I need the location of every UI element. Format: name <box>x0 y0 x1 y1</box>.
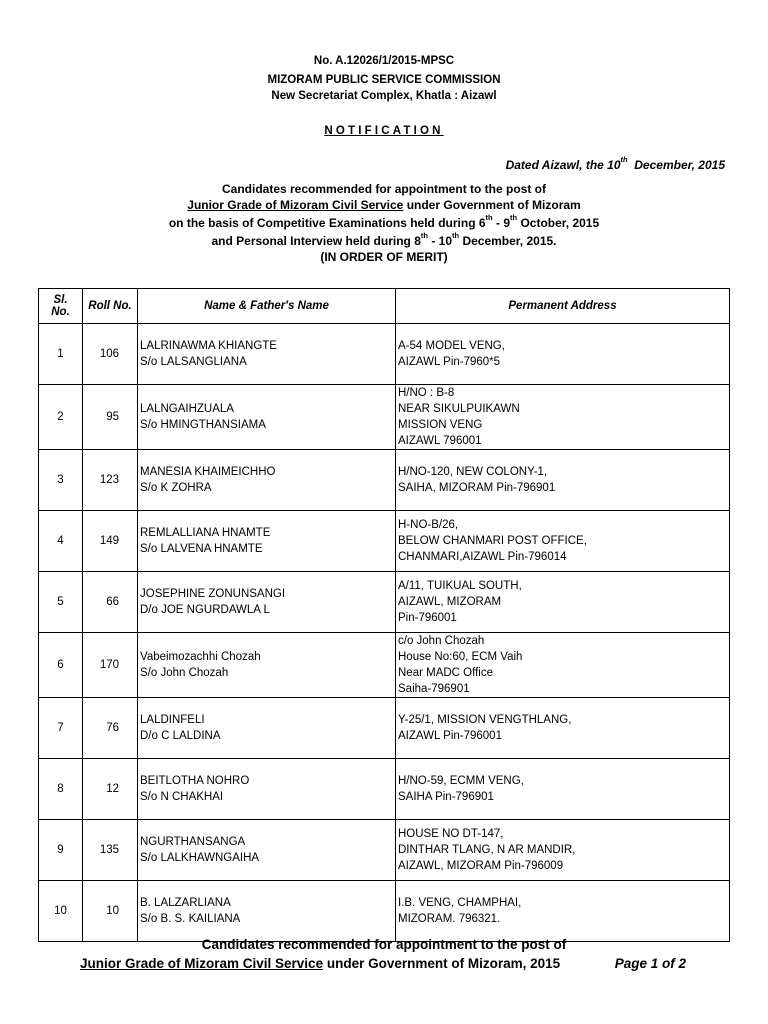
father-name: D/o JOE NGURDAWLA L <box>140 604 270 616</box>
father-name: S/o B. S. KAILIANA <box>140 913 241 925</box>
name-cell <box>138 820 396 881</box>
address-line: AIZAWL 796001 <box>398 435 482 447</box>
address-cell <box>396 324 730 385</box>
serial-number-cell: 5 <box>39 572 83 633</box>
dated-suffix: December, 2015 <box>634 158 725 172</box>
name-cell <box>138 633 396 698</box>
table-row <box>39 450 730 511</box>
header-sl-no: Sl. No. <box>39 289 83 324</box>
roll-number-cell: 123 <box>83 450 138 511</box>
address-line: HOUSE NO DT-147, <box>398 828 504 840</box>
serial-number-cell: 10 <box>39 881 83 942</box>
address-line: c/o John Chozah <box>398 635 485 647</box>
name-cell <box>138 450 396 511</box>
roll-number-cell: 66 <box>83 572 138 633</box>
name-cell <box>138 881 396 942</box>
address-line: AIZAWL Pin-796001 <box>398 730 502 742</box>
table-row <box>39 511 730 572</box>
candidate-name: LALDINFELI <box>140 714 205 726</box>
address-line: House No:60, ECM Vaih <box>398 651 523 663</box>
address-line: Pin-796001 <box>398 612 457 624</box>
table-row <box>39 820 730 881</box>
address-line: CHANMARI,AIZAWL Pin-796014 <box>398 551 567 563</box>
address-line: MISSION VENG <box>398 419 483 431</box>
roll-number-cell: 95 <box>83 385 138 450</box>
serial-number-cell: 8 <box>39 759 83 820</box>
father-name: S/o N CHAKHAI <box>140 791 224 803</box>
father-name: D/o C LALDINA <box>140 730 221 742</box>
header-roll-no: Roll No. <box>83 289 138 324</box>
roll-number-cell: 149 <box>83 511 138 572</box>
address-line: A-54 MODEL VENG, <box>398 340 505 352</box>
address-line: SAIHA, MIZORAM Pin-796901 <box>398 482 556 494</box>
serial-number-cell: 3 <box>39 450 83 511</box>
address-line: H/NO : B-8 <box>398 387 455 399</box>
candidate-name: LALNGAIHZUALA <box>140 403 234 415</box>
table-row <box>39 572 730 633</box>
address-line: H/NO-59, ECMM VENG, <box>398 775 524 787</box>
address-cell <box>396 759 730 820</box>
roll-number-cell: 12 <box>83 759 138 820</box>
candidate-name: NGURTHANSANGA <box>140 836 246 848</box>
intro-line-3-a: on the basis of Competitive Examinations held during 6 <box>168 216 486 230</box>
footer-post-title: Junior Grade of Mizoram Civil Service <box>80 956 324 971</box>
intro-line-3-sup1: th <box>485 213 493 222</box>
father-name: S/o LALVENA HNAMTE <box>140 543 263 555</box>
intro-line-2-rest: under Government of Mizoram <box>406 198 581 212</box>
address-cell <box>396 698 730 759</box>
father-name: S/o LALKHAWNGAIHA <box>140 852 260 864</box>
address-line: SAIHA Pin-796901 <box>398 791 494 803</box>
address-line: I.B. VENG, CHAMPHAI, <box>398 897 522 909</box>
intro-line-4-sup1: th <box>420 231 428 240</box>
address-line: AIZAWL Pin-7960*5 <box>398 356 501 368</box>
address-cell <box>396 450 730 511</box>
candidates-table <box>38 288 730 942</box>
header-address: Permanent Address <box>396 289 730 324</box>
serial-number-cell: 1 <box>39 324 83 385</box>
intro-line-3-sup2: th <box>510 213 518 222</box>
organization-address: New Secretariat Complex, Khatla : Aizawl <box>271 90 497 102</box>
table-row <box>39 633 730 698</box>
notification-title: NOTIFICATION <box>324 125 444 137</box>
serial-number-cell: 6 <box>39 633 83 698</box>
father-name: S/o LALSANGLIANA <box>140 356 247 368</box>
intro-line-3 <box>0 213 768 230</box>
candidate-name: LALRINAWMA KHIANGTE <box>140 340 277 352</box>
roll-number-cell: 170 <box>83 633 138 698</box>
intro-line-4-b: - 10 <box>431 234 452 248</box>
dated-line <box>505 155 725 172</box>
table-header-row <box>39 289 730 324</box>
intro-line-4-a: and Personal Interview held during 8 <box>211 234 421 248</box>
address-line: DINTHAR TLANG, N AR MANDIR, <box>398 844 576 856</box>
name-cell <box>138 511 396 572</box>
name-cell <box>138 572 396 633</box>
roll-number-cell: 10 <box>83 881 138 942</box>
footer-line-2 <box>80 956 560 971</box>
serial-number-cell: 9 <box>39 820 83 881</box>
address-cell <box>396 881 730 942</box>
candidate-name: Vabeimozachhi Chozah <box>140 651 261 663</box>
address-line: H-NO-B/26, <box>398 519 459 531</box>
footer-line-2-rest: under Government of Mizoram, 2015 <box>326 956 561 971</box>
name-cell <box>138 324 396 385</box>
candidate-name: MANESIA KHAIMEICHHO <box>140 466 276 478</box>
candidate-name: REMLALLIANA HNAMTE <box>140 527 271 539</box>
address-line: AIZAWL, MIZORAM <box>398 596 502 608</box>
candidate-name: B. LALZARLIANA <box>140 897 231 909</box>
intro-line-3-c: October, 2015 <box>520 216 600 230</box>
address-line: NEAR SIKULPUIKAWN <box>398 403 520 415</box>
address-line: H/NO-120, NEW COLONY-1, <box>398 466 548 478</box>
father-name: S/o John Chozah <box>140 667 229 679</box>
address-cell <box>396 385 730 450</box>
intro-line-4 <box>0 231 768 248</box>
intro-line-1: Candidates recommended for appointment to the post of <box>221 182 547 196</box>
header-name: Name & Father's Name <box>138 289 396 324</box>
intro-line-2 <box>0 198 768 212</box>
table-row <box>39 385 730 450</box>
table-row <box>39 324 730 385</box>
organization-name: MIZORAM PUBLIC SERVICE COMMISSION <box>267 74 501 86</box>
post-title: Junior Grade of Mizoram Civil Service <box>187 198 404 212</box>
merit-note: (IN ORDER OF MERIT) <box>320 250 448 264</box>
serial-number-cell: 2 <box>39 385 83 450</box>
table-row <box>39 759 730 820</box>
table-row <box>39 698 730 759</box>
address-cell <box>396 820 730 881</box>
address-cell <box>396 511 730 572</box>
name-cell <box>138 759 396 820</box>
intro-line-4-c: December, 2015. <box>462 234 557 248</box>
name-cell <box>138 698 396 759</box>
address-line: A/11, TUIKUAL SOUTH, <box>398 580 522 592</box>
footer-line-1: Candidates recommended for appointment to the post of <box>201 937 567 952</box>
intro-line-4-sup2: th <box>452 231 460 240</box>
serial-number-cell: 7 <box>39 698 83 759</box>
name-cell <box>138 385 396 450</box>
serial-number-cell: 4 <box>39 511 83 572</box>
address-line: Saiha-796901 <box>398 683 470 695</box>
address-line: Y-25/1, MISSION VENGTHLANG, <box>398 714 572 726</box>
address-line: AIZAWL, MIZORAM Pin-796009 <box>398 860 564 872</box>
father-name: S/o HMINGTHANSIAMA <box>140 419 266 431</box>
candidate-name: BEITLOTHA NOHRO <box>140 775 250 787</box>
reference-number: No. A.12026/1/2015-MPSC <box>313 55 455 67</box>
candidate-name: JOSEPHINE ZONUNSANGI <box>140 588 286 600</box>
father-name: S/o K ZOHRA <box>140 482 212 494</box>
address-line: Near MADC Office <box>398 667 494 679</box>
page-number: Page 1 of 2 <box>614 956 686 971</box>
table-row <box>39 881 730 942</box>
roll-number-cell: 106 <box>83 324 138 385</box>
intro-line-3-b: - 9 <box>495 216 510 230</box>
address-line: BELOW CHANMARI POST OFFICE, <box>398 535 587 547</box>
roll-number-cell: 76 <box>83 698 138 759</box>
dated-sup: th <box>620 155 628 164</box>
address-cell <box>396 572 730 633</box>
roll-number-cell: 135 <box>83 820 138 881</box>
dated-prefix: Dated Aizawl, the 10 <box>505 158 621 172</box>
address-cell <box>396 633 730 698</box>
address-line: MIZORAM. 796321. <box>398 913 501 925</box>
